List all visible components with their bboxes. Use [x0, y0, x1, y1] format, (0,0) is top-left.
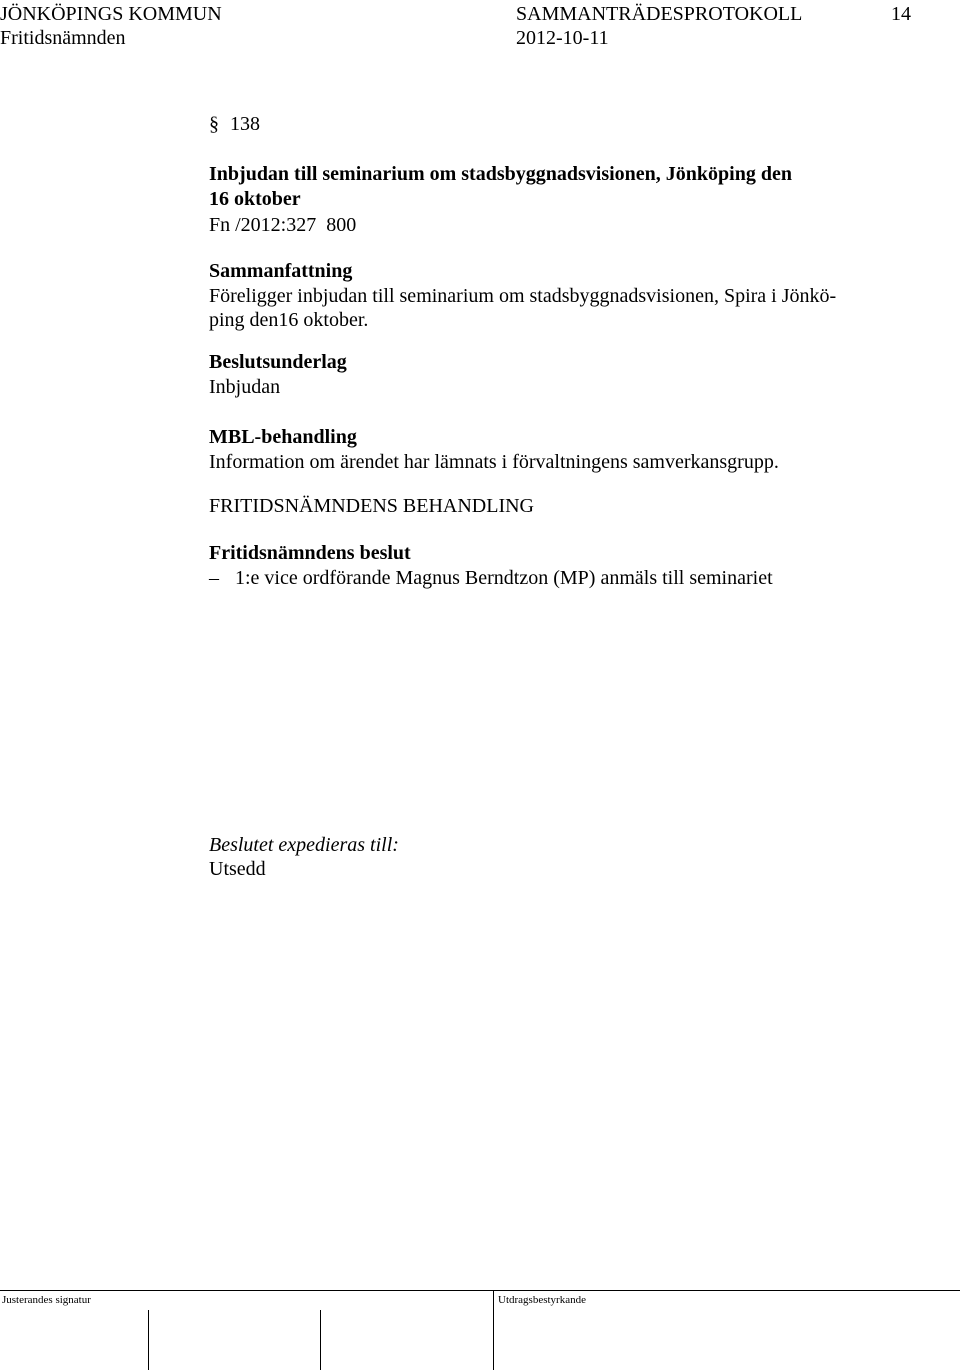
mbl-heading: MBL-behandling	[209, 426, 357, 448]
item-title-line-1: Inbjudan till seminarium om stadsbyggnadsvisionen, Jönköping den	[209, 163, 792, 185]
document-type: SAMMANTRÄDESPROTOKOLL	[516, 3, 803, 25]
summary-heading: Sammanfattning	[209, 260, 353, 282]
signature-box-divider-2	[320, 1310, 321, 1370]
decision-heading: Fritidsnämndens beslut	[209, 542, 411, 564]
dispatch-label: Beslutet expedieras till:	[209, 834, 399, 856]
summary-line-2: ping den16 oktober.	[209, 309, 369, 331]
paragraph-number: 138	[230, 113, 260, 135]
signature-box-divider-3	[493, 1290, 494, 1370]
basis-text: Inbjudan	[209, 376, 281, 398]
footer-divider	[0, 1290, 960, 1291]
decision-dash: –	[209, 567, 219, 589]
paragraph-symbol: §	[209, 113, 219, 135]
signature-label: Justerandes signatur	[2, 1294, 91, 1306]
paragraph-heading	[209, 112, 260, 136]
signature-box-divider-1	[148, 1310, 149, 1370]
meeting-date: 2012-10-11	[516, 27, 609, 49]
basis-heading: Beslutsunderlag	[209, 351, 347, 373]
page-number: 14	[891, 3, 911, 25]
treatment-heading: FRITIDSNÄMNDENS BEHANDLING	[209, 495, 534, 517]
department-name: Fritidsnämnden	[0, 27, 126, 49]
item-reference: Fn /2012:327 800	[209, 214, 357, 236]
summary-line-1: Föreligger inbjudan till seminarium om stadsbyggnadsvisionen, Spira i Jönkö-	[209, 285, 837, 307]
mbl-text: Information om ärendet har lämnats i förvaltningens samverkansgrupp.	[209, 451, 779, 473]
decision-text: 1:e vice ordförande Magnus Berndtzon (MP) anmäls till seminariet	[235, 567, 773, 589]
organization-name: JÖNKÖPINGS KOMMUN	[0, 3, 222, 25]
item-title-line-2: 16 oktober	[209, 188, 301, 210]
dispatch-recipient: Utsedd	[209, 858, 266, 880]
certification-label: Utdragsbestyrkande	[498, 1294, 586, 1306]
